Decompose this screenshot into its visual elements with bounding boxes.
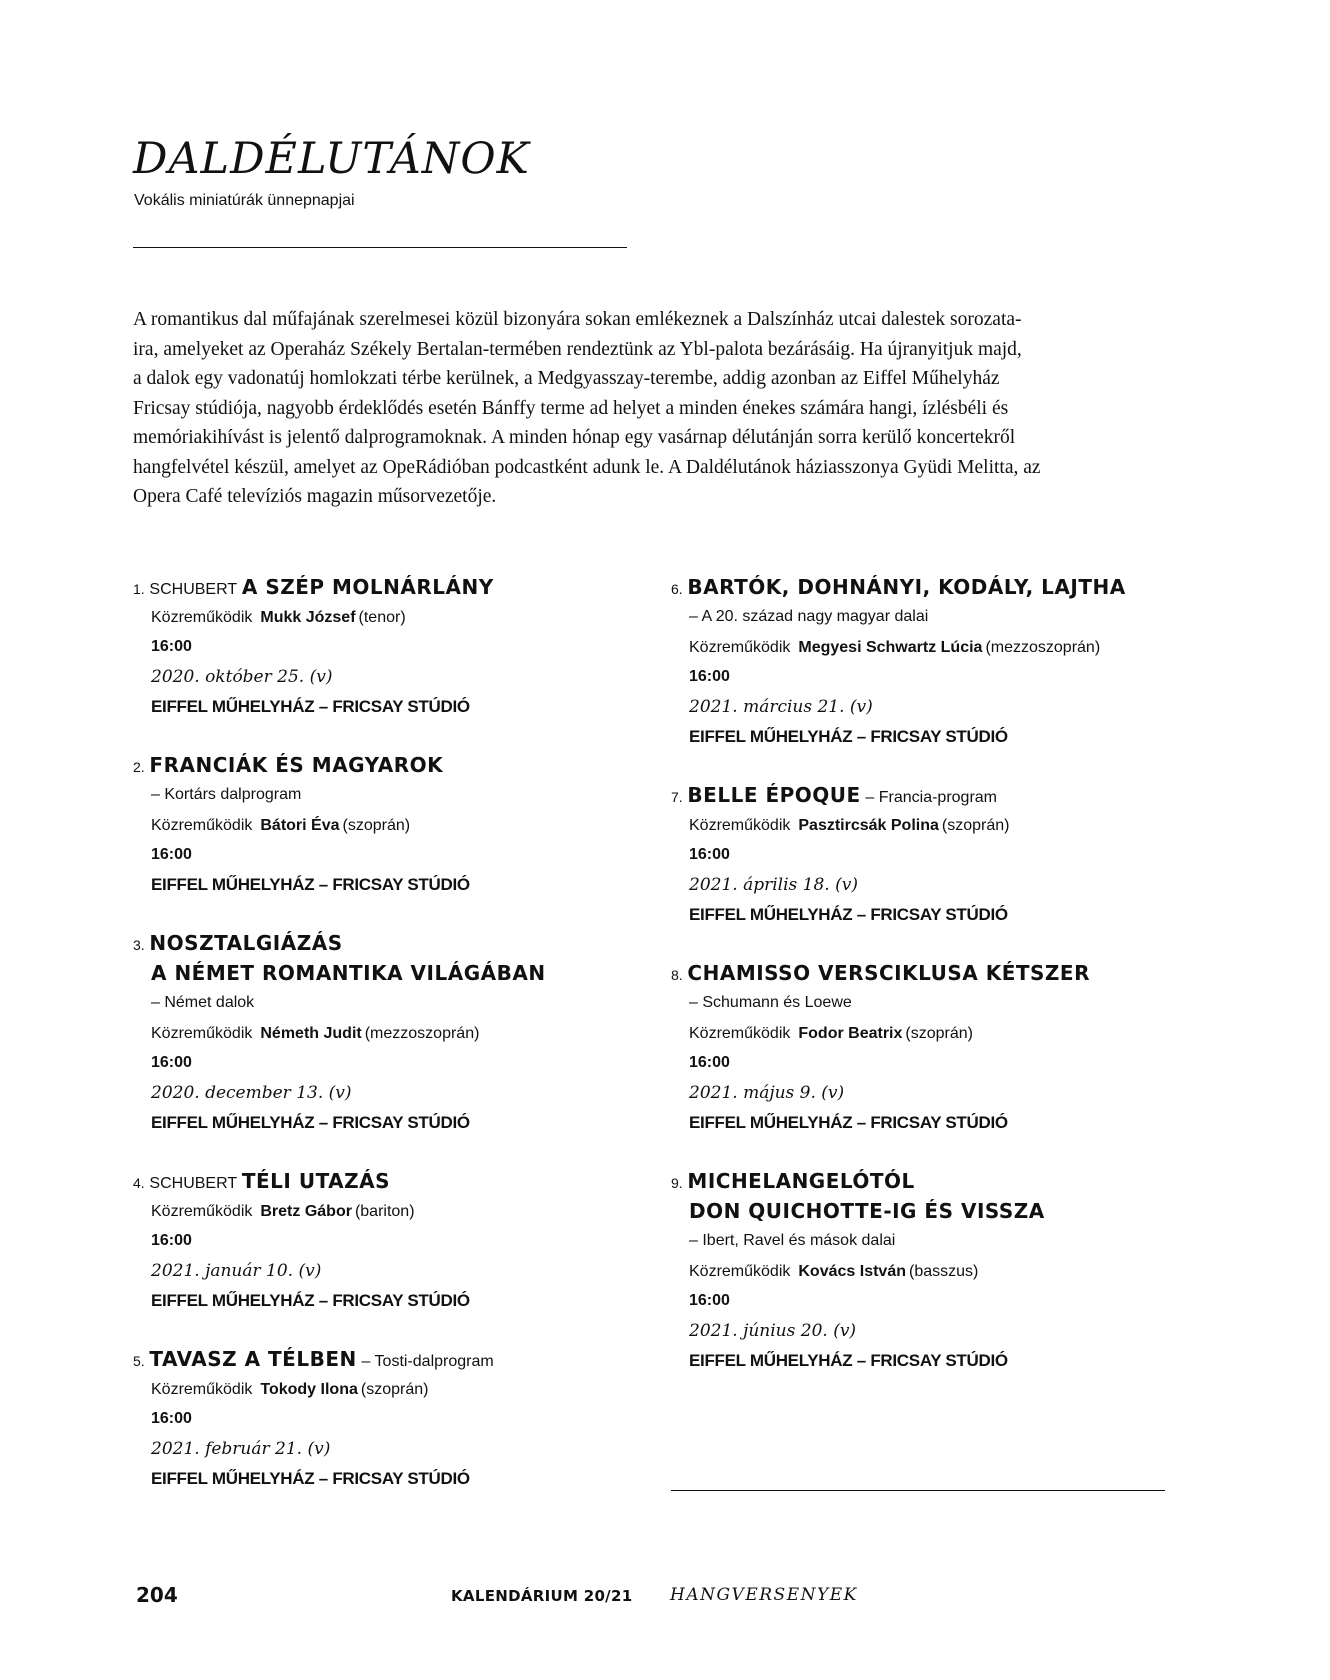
performer-role: Közreműködik xyxy=(689,1025,791,1042)
event-venue: EIFFEL MŰHELYHÁZ – FRICSAY STÚDIÓ xyxy=(689,1113,1008,1132)
divider-top xyxy=(133,247,627,248)
event-venue: EIFFEL MŰHELYHÁZ – FRICSAY STÚDIÓ xyxy=(151,1113,470,1132)
performer-name: Pasztircsák Polina xyxy=(798,817,939,834)
performer-role: Közreműködik xyxy=(689,817,791,834)
event-venue: EIFFEL MŰHELYHÁZ – FRICSAY STÚDIÓ xyxy=(151,1469,470,1488)
event-subtitle: – Német dalok xyxy=(151,994,255,1011)
performer-name: Németh Judit xyxy=(260,1025,362,1042)
event-time: 16:00 xyxy=(689,1292,730,1309)
event-item xyxy=(133,1166,633,1316)
event-title: TÉLI UTAZÁS xyxy=(241,1169,391,1193)
event-venue: EIFFEL MŰHELYHÁZ – FRICSAY STÚDIÓ xyxy=(689,1351,1008,1370)
event-item xyxy=(133,928,633,1138)
event-item xyxy=(133,1344,633,1494)
event-subtitle: – A 20. század nagy magyar dalai xyxy=(689,608,929,625)
event-subtitle: – Kortárs dalprogram xyxy=(151,786,302,803)
event-performer-line xyxy=(671,632,1171,662)
event-number: 6. xyxy=(671,581,683,597)
page-subtitle: Vokális miniatúrák ünnepnapjai xyxy=(134,192,355,209)
performer-voice: (mezzoszoprán) xyxy=(364,1025,480,1042)
event-title-continued: DON QUICHOTTE-IG ÉS VISSZA xyxy=(689,1199,1045,1223)
divider-bottom xyxy=(671,1490,1165,1491)
intro-line: hangfelvétel készül, amelyet az OpeRádióban podcastként adunk le. A Daldélutánok háziasszonya Gyüdi Melitta, az xyxy=(133,456,1041,478)
event-venue: EIFFEL MŰHELYHÁZ – FRICSAY STÚDIÓ xyxy=(151,697,470,716)
event-performer-line xyxy=(671,1018,1171,1048)
performer-name: Bátori Éva xyxy=(260,817,340,834)
performer-role: Közreműködik xyxy=(151,817,253,834)
events-column-right xyxy=(671,572,1171,1404)
event-date: 2021. március 21. (v) xyxy=(689,697,873,717)
event-item xyxy=(671,780,1171,930)
event-title-line xyxy=(133,928,633,958)
performer-voice: (mezzoszoprán) xyxy=(985,639,1101,656)
event-item xyxy=(671,572,1171,752)
event-date: 2021. február 21. (v) xyxy=(151,1439,331,1459)
intro-line: memóriakihívást is jelentő dalprogramoknak. A minden hónap egy vasárnap délutánján sorra kerülő koncertekről xyxy=(133,427,1016,448)
event-number: 9. xyxy=(671,1175,683,1191)
event-subtitle: – Ibert, Ravel és mások dalai xyxy=(689,1232,896,1249)
event-number: 5. xyxy=(133,1353,145,1369)
performer-name: Tokody Ilona xyxy=(260,1381,358,1398)
event-title: MICHELANGELÓTÓL xyxy=(687,1169,915,1193)
event-date: 2021. június 20. (v) xyxy=(689,1321,857,1341)
event-performer-line xyxy=(133,602,633,632)
performer-role: Közreműködik xyxy=(151,609,253,626)
event-date: 2020. október 25. (v) xyxy=(151,667,333,687)
performer-role: Közreműködik xyxy=(689,1263,791,1280)
event-time: 16:00 xyxy=(689,668,730,685)
event-venue: EIFFEL MŰHELYHÁZ – FRICSAY STÚDIÓ xyxy=(689,727,1008,746)
performer-name: Kovács István xyxy=(798,1263,906,1280)
performer-voice: (szoprán) xyxy=(941,817,1010,834)
page-number: 204 xyxy=(136,1583,178,1607)
event-title: FRANCIÁK ÉS MAGYAROK xyxy=(149,753,444,777)
performer-role: Közreműködik xyxy=(689,639,791,656)
event-title-line xyxy=(671,958,1171,988)
intro-line: ira, amelyeket az Operaház Székely Bertalan-termében rendeztünk az Ybl-palota bezárásáig. Ha újranyitjuk majd, xyxy=(133,338,1022,360)
event-date: 2020. december 13. (v) xyxy=(151,1083,352,1103)
performer-voice: (basszus) xyxy=(908,1263,979,1280)
event-performer-line xyxy=(133,1374,633,1404)
performer-name: Fodor Beatrix xyxy=(798,1025,903,1042)
event-time: 16:00 xyxy=(151,1232,192,1249)
performer-name: Bretz Gábor xyxy=(260,1203,352,1220)
performer-role: Közreműködik xyxy=(151,1381,253,1398)
event-title-line xyxy=(671,780,1171,810)
event-performer-line xyxy=(133,810,633,840)
event-performer-line xyxy=(133,1196,633,1226)
event-title-continued: A NÉMET ROMANTIKA VILÁGÁBAN xyxy=(151,961,546,985)
publication-name: KALENDÁRIUM 20/21 xyxy=(451,1587,633,1605)
events-column-left xyxy=(133,572,633,1522)
event-time: 16:00 xyxy=(151,1410,192,1427)
event-venue: EIFFEL MŰHELYHÁZ – FRICSAY STÚDIÓ xyxy=(151,875,470,894)
section-name: HANGVERSENYEK xyxy=(670,1585,858,1605)
event-title-line xyxy=(671,1166,1171,1196)
event-number: 7. xyxy=(671,789,683,805)
performer-voice: (szoprán) xyxy=(342,817,411,834)
performer-role: Közreműködik xyxy=(151,1025,253,1042)
event-title-line-2 xyxy=(133,958,633,988)
event-time: 16:00 xyxy=(151,1054,192,1071)
event-date: 2021. május 9. (v) xyxy=(689,1083,845,1103)
event-time: 16:00 xyxy=(151,846,192,863)
intro-line: Opera Café televíziós magazin műsorvezetője. xyxy=(133,486,497,507)
event-title: BELLE ÉPOQUE xyxy=(687,783,861,807)
page-title: DALDÉLUTÁNOK xyxy=(133,134,530,184)
event-number: 4. xyxy=(133,1175,145,1191)
performer-voice: (szoprán) xyxy=(360,1381,429,1398)
event-date: 2021. április 18. (v) xyxy=(689,875,858,895)
event-title-line xyxy=(133,1166,633,1196)
intro-line: a dalok egy vadonatúj homlokzati térbe kerülnek, a Medgyasszay-terembe, addig azonban az Eiffel Műhelyház xyxy=(133,368,1000,389)
event-performer-line xyxy=(671,810,1171,840)
event-title: CHAMISSO VERSCIKLUSA KÉTSZER xyxy=(687,961,1090,985)
intro-line: Fricsay stúdiója, nagyobb érdeklődés esetén Bánffy terme ad helyet a minden énekes számára hangi, ízlésbéli és xyxy=(133,397,1009,419)
event-title-line xyxy=(133,1344,633,1374)
performer-role: Közreműködik xyxy=(151,1203,253,1220)
event-number: 3. xyxy=(133,937,145,953)
performer-voice: (szoprán) xyxy=(905,1025,973,1042)
performer-name: Mukk József xyxy=(260,609,356,626)
page-footer xyxy=(0,1583,1330,1607)
event-venue: EIFFEL MŰHELYHÁZ – FRICSAY STÚDIÓ xyxy=(689,905,1008,924)
event-title-line xyxy=(133,750,633,780)
intro-line: A romantikus dal műfajának szerelmesei közül bizonyára sokan emlékeznek a Dalszínház utcai dalestek sorozata- xyxy=(133,309,1022,330)
event-item xyxy=(133,572,633,722)
performer-voice: (tenor) xyxy=(358,609,406,626)
event-date: 2021. január 10. (v) xyxy=(151,1261,322,1281)
event-item xyxy=(671,1166,1171,1376)
event-composer: SCHUBERT xyxy=(149,581,238,598)
event-item xyxy=(671,958,1171,1138)
intro-paragraph xyxy=(133,305,1153,512)
event-number: 8. xyxy=(671,967,683,983)
event-title: TAVASZ A TÉLBEN xyxy=(149,1347,357,1371)
event-title: NOSZTALGIÁZÁS xyxy=(149,931,343,955)
event-title: A SZÉP MOLNÁRLÁNY xyxy=(241,575,494,599)
event-title-line-2 xyxy=(671,1196,1171,1226)
performer-voice: (bariton) xyxy=(354,1203,415,1220)
event-performer-line xyxy=(671,1256,1171,1286)
event-subtitle: – Schumann és Loewe xyxy=(689,994,852,1011)
event-number: 2. xyxy=(133,759,145,775)
event-subtitle: – Tosti-dalprogram xyxy=(361,1353,494,1370)
event-performer-line xyxy=(133,1018,633,1048)
event-time: 16:00 xyxy=(689,1054,730,1071)
event-subtitle: – Francia-program xyxy=(865,789,998,806)
event-title: BARTÓK, DOHNÁNYI, KODÁLY, LAJTHA xyxy=(687,575,1126,599)
event-time: 16:00 xyxy=(151,638,192,655)
event-title-line xyxy=(133,572,633,602)
event-title-line xyxy=(671,572,1171,602)
event-number: 1. xyxy=(133,581,145,597)
event-item xyxy=(133,750,633,900)
event-time: 16:00 xyxy=(689,846,730,863)
performer-name: Megyesi Schwartz Lúcia xyxy=(798,639,983,656)
event-venue: EIFFEL MŰHELYHÁZ – FRICSAY STÚDIÓ xyxy=(151,1291,470,1310)
event-composer: SCHUBERT xyxy=(149,1175,238,1192)
